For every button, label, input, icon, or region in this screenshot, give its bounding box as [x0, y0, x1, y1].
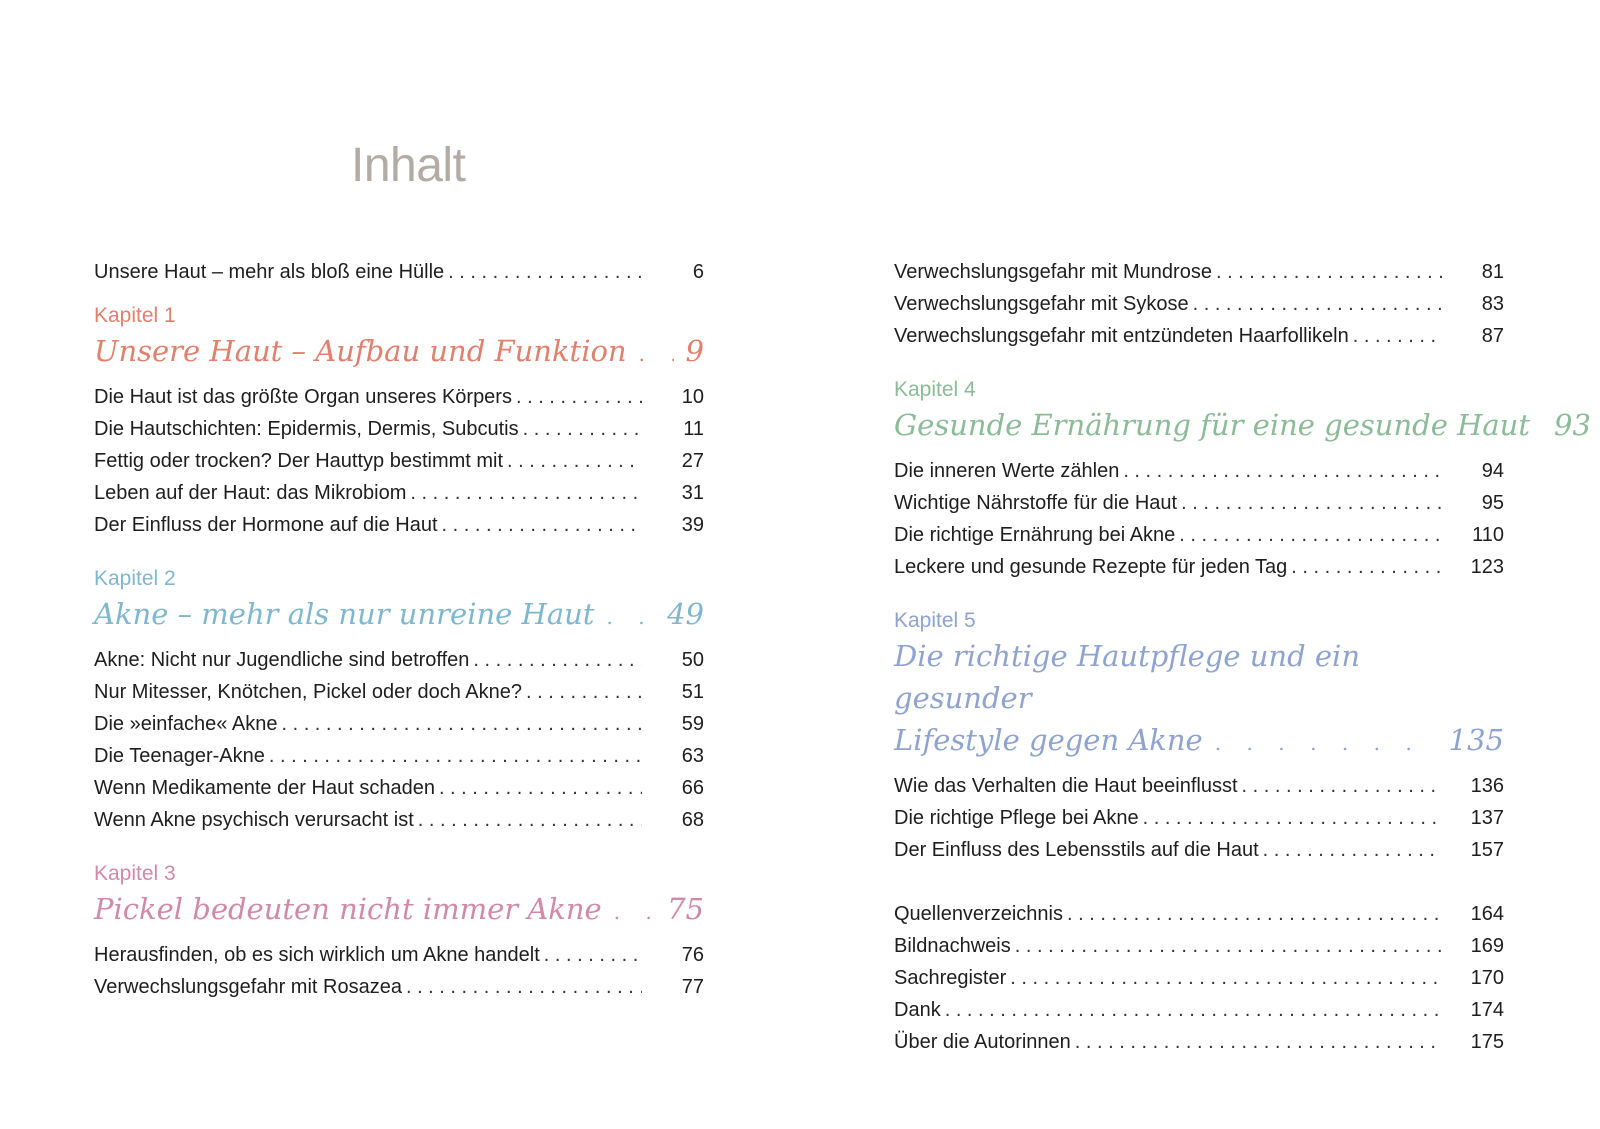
leader-dots [1242, 770, 1442, 802]
chapter-page: 93 [1554, 408, 1591, 442]
toc-entry[interactable] [894, 1026, 1504, 1058]
entry-title: Wenn Medikamente der Haut schaden [94, 777, 435, 799]
chapter-label: Kapitel 3 [94, 862, 176, 885]
toc-entry[interactable] [894, 994, 1504, 1026]
leader-dots [614, 891, 655, 933]
entry-title: Die Haut ist das größte Organ unseres Körpers [94, 386, 512, 408]
toc-entry[interactable] [894, 455, 1504, 487]
toc-entry[interactable] [94, 509, 704, 541]
entry-page: 174 [1470, 999, 1504, 1021]
leader-dots [523, 413, 642, 445]
leader-dots [1193, 288, 1442, 320]
leader-dots [1075, 1026, 1442, 1058]
entry-title: Die Hautschichten: Epidermis, Dermis, Subcutis [94, 418, 519, 440]
toc-left-column [94, 256, 704, 1003]
entry-title: Wichtige Nährstoffe für die Haut [894, 492, 1178, 514]
toc-entry[interactable] [894, 519, 1504, 551]
entry-title: Die »einfache« Akne [94, 713, 278, 735]
leader-dots [442, 509, 643, 541]
toc-entry[interactable] [894, 898, 1504, 930]
chapter-title: Pickel bedeuten nicht immer Akne [94, 892, 602, 926]
entry-title: Verwechslungsgefahr mit Rosazea [94, 976, 402, 998]
entry-title: Über die Autorinnen [894, 1031, 1071, 1053]
entry-title: Fettig oder trocken? Der Hauttyp bestimmt mit [94, 450, 504, 472]
entry-title: Verwechslungsgefahr mit Sykose [894, 293, 1189, 315]
toc-entry[interactable] [94, 477, 704, 509]
toc-entry[interactable] [894, 487, 1504, 519]
entry-title: Verwechslungsgefahr mit Mundrose [894, 261, 1212, 283]
leader-dots [1123, 455, 1442, 487]
entry-title: Die richtige Pflege bei Akne [894, 807, 1139, 829]
leader-dots [516, 381, 642, 413]
leader-dots [281, 708, 642, 740]
entry-page: 27 [681, 450, 704, 472]
entry-page: 51 [681, 681, 704, 703]
toc-entry[interactable] [94, 804, 704, 836]
toc-entry[interactable] [94, 644, 704, 676]
leader-dots [945, 994, 1442, 1026]
entry-page: 50 [681, 649, 704, 671]
entry-page: 175 [1470, 1031, 1504, 1053]
chapter-heading[interactable] [894, 635, 1504, 764]
entry-page: 110 [1472, 524, 1504, 546]
toc-entry[interactable] [894, 802, 1504, 834]
chapter-label: Kapitel 2 [94, 567, 176, 590]
entry-page: 169 [1470, 935, 1504, 957]
entry-page: 76 [681, 944, 704, 966]
entry-page: 11 [683, 418, 704, 440]
toc-entry[interactable] [894, 930, 1504, 962]
entry-page: 6 [692, 261, 704, 283]
leader-dots [269, 740, 642, 772]
entry-title: Bildnachweis [894, 935, 1011, 957]
entry-title: Akne: Nicht nur Jugendliche sind betroffen [94, 649, 470, 671]
leader-dots [410, 477, 642, 509]
chapter-heading[interactable] [94, 593, 704, 638]
leader-dots [418, 804, 642, 836]
chapter-heading[interactable] [894, 404, 1591, 449]
chapter-page: 75 [667, 892, 704, 926]
chapter-page: 49 [667, 597, 704, 631]
toc-entry[interactable] [94, 381, 704, 413]
toc-right-column [894, 256, 1591, 1058]
entry-page: 95 [1481, 492, 1504, 514]
toc-entry[interactable] [94, 676, 704, 708]
entry-title: Nur Mitesser, Knötchen, Pickel oder doch Akne? [94, 681, 523, 703]
chapter-heading[interactable] [94, 888, 704, 933]
entry-page: 157 [1470, 839, 1504, 861]
entry-page: 77 [681, 976, 704, 998]
leader-dots [606, 596, 655, 638]
leader-dots [1216, 256, 1442, 288]
entry-page: 31 [681, 482, 704, 504]
leader-dots [1179, 519, 1442, 551]
toc-entry[interactable] [894, 962, 1504, 994]
leader-dots [1067, 898, 1442, 930]
entry-title: Die inneren Werte zählen [894, 460, 1120, 482]
entry-title: Wenn Akne psychisch verursacht ist [94, 809, 414, 831]
entry-title: Dank [894, 999, 941, 1021]
leader-dots [1353, 320, 1442, 352]
toc-entry[interactable] [94, 740, 704, 772]
entry-page: 136 [1470, 775, 1504, 797]
entry-title: Unsere Haut – mehr als bloß eine Hülle [94, 261, 445, 283]
chapter-page: 135 [1448, 723, 1504, 757]
entry-page: 81 [1481, 261, 1504, 283]
leader-dots [473, 644, 642, 676]
entry-title: Verwechslungsgefahr mit entzündeten Haarfollikeln [894, 325, 1349, 347]
chapter-heading[interactable] [94, 330, 704, 375]
toc-entry[interactable] [94, 256, 704, 288]
chapter-page: 9 [685, 334, 704, 368]
entry-page: 123 [1470, 556, 1504, 578]
entry-title: Herausfinden, ob es sich wirklich um Akne handelt [94, 944, 540, 966]
entry-page: 164 [1470, 903, 1504, 925]
entry-page: 170 [1470, 967, 1504, 989]
entry-page: 59 [681, 713, 704, 735]
entry-page: 39 [681, 514, 704, 536]
leader-dots [1263, 834, 1442, 866]
entry-title: Sachregister [894, 967, 1007, 989]
entry-page: 66 [681, 777, 704, 799]
entry-title: Leben auf der Haut: das Mikrobiom [94, 482, 407, 504]
toc-entry[interactable] [94, 971, 704, 1003]
toc-entry[interactable] [894, 834, 1504, 866]
leader-dots [1181, 487, 1442, 519]
leader-dots [507, 445, 642, 477]
toc-entry[interactable] [894, 770, 1504, 802]
entry-title: Wie das Verhalten die Haut beeinflusst [894, 775, 1238, 797]
chapter-title: Gesunde Ernährung für eine gesunde Haut [894, 408, 1530, 442]
leader-dots [1215, 722, 1437, 764]
entry-page: 83 [1481, 293, 1504, 315]
toc-entry[interactable] [94, 772, 704, 804]
leader-dots [448, 256, 642, 288]
entry-title: Der Einfluss der Hormone auf die Haut [94, 514, 438, 536]
entry-page: 63 [681, 745, 704, 767]
leader-dots [1143, 802, 1442, 834]
chapter-label: Kapitel 4 [894, 378, 976, 401]
toc-entry[interactable] [894, 320, 1504, 352]
entry-title: Quellenverzeichnis [894, 903, 1063, 925]
leader-dots [406, 971, 642, 1003]
leader-dots [544, 939, 642, 971]
chapter-title: Akne – mehr als nur unreine Haut [94, 597, 595, 631]
entry-title: Der Einfluss des Lebensstils auf die Haut [894, 839, 1259, 861]
entry-page: 137 [1470, 807, 1504, 829]
toc-entry[interactable] [894, 256, 1504, 288]
entry-title: Die richtige Ernährung bei Akne [894, 524, 1176, 546]
toc-entry[interactable] [94, 445, 704, 477]
toc-entry[interactable] [94, 939, 704, 971]
leader-dots [639, 333, 674, 375]
entry-page: 94 [1481, 460, 1504, 482]
leader-dots [1015, 930, 1442, 962]
chapter-label: Kapitel 1 [94, 304, 176, 327]
chapter-title: Unsere Haut – Aufbau und Funktion [94, 334, 627, 368]
leader-dots [439, 772, 642, 804]
toc-entry[interactable] [94, 708, 704, 740]
chapter-label: Kapitel 5 [894, 609, 976, 632]
entry-title: Die Teenager-Akne [94, 745, 265, 767]
entry-page: 87 [1481, 325, 1504, 347]
chapter-title-line2: Lifestyle gegen Akne [894, 723, 1203, 757]
toc-entry[interactable] [94, 413, 704, 445]
page-title: Inhalt [351, 139, 466, 192]
entry-title: Leckere und gesunde Rezepte für jeden Tag [894, 556, 1288, 578]
toc-entry[interactable] [894, 288, 1504, 320]
leader-dots [526, 676, 642, 708]
leader-dots [1010, 962, 1442, 994]
entry-page: 10 [681, 386, 704, 408]
leader-dots [1291, 551, 1442, 583]
chapter-title-line1: Die richtige Hautpflege und ein gesunder [894, 639, 1361, 715]
entry-page: 68 [681, 809, 704, 831]
toc-entry[interactable] [894, 551, 1504, 583]
